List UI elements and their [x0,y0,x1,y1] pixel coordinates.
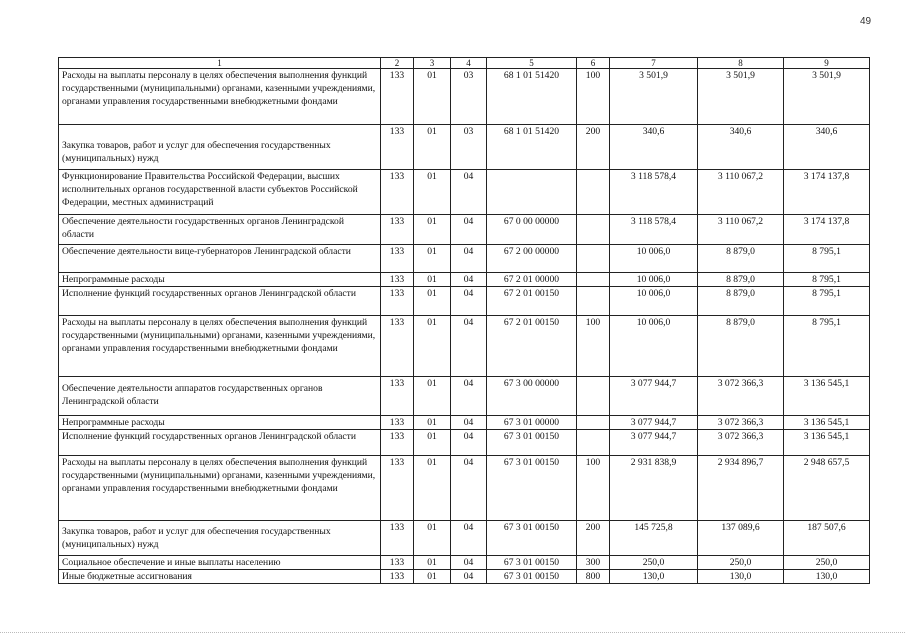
cell-section: 01 [414,316,451,377]
row-name: Исполнение функций государственных органов Ленинградской области [59,287,381,316]
cell-amount-col8: 3 072 366,3 [698,430,784,456]
cell-expense-type: 100 [577,69,610,125]
cell-section: 01 [414,287,451,316]
cell-subsection: 04 [451,273,487,287]
row-name: Обеспечение деятельности государственных органов Ленинградской области [59,215,381,245]
cell-admin-code: 133 [381,287,414,316]
cell-target-article: 67 2 01 00000 [487,273,577,287]
cell-subsection: 04 [451,377,487,416]
cell-admin-code: 133 [381,316,414,377]
table-row [59,125,870,170]
cell-expense-type [577,377,610,416]
cell-admin-code: 133 [381,556,414,570]
cell-expense-type: 800 [577,570,610,584]
cell-amount-col8: 8 879,0 [698,245,784,273]
cell-admin-code: 133 [381,69,414,125]
cell-target-article: 67 3 01 00150 [487,521,577,556]
row-name: Расходы на выплаты персоналу в целях обеспечения выполнения функций государственными (муниципальными) органами, казенными учреждениями, органами управления государственными внебюджетными фондами [59,69,381,125]
cell-subsection: 04 [451,570,487,584]
cell-amount-col7: 2 931 838,9 [610,456,698,521]
cell-amount-col8: 8 879,0 [698,287,784,316]
table-row [59,316,870,377]
table-row [59,245,870,273]
cell-section: 01 [414,570,451,584]
budget-table [58,57,870,584]
cell-target-article: 67 3 00 00000 [487,377,577,416]
cell-amount-col7: 130,0 [610,570,698,584]
page-number: 49 [860,16,872,27]
cell-section: 01 [414,377,451,416]
cell-amount-col7: 10 006,0 [610,273,698,287]
cell-expense-type [577,416,610,430]
table-row [59,170,870,215]
cell-expense-type [577,287,610,316]
cell-amount-col9: 8 795,1 [784,316,870,377]
cell-subsection: 04 [451,287,487,316]
cell-section: 01 [414,215,451,245]
cell-subsection: 04 [451,456,487,521]
cell-amount-col8: 340,6 [698,125,784,170]
row-name: Исполнение функций государственных органов Ленинградской области [59,430,381,456]
table-row [59,521,870,556]
row-name: Закупка товаров, работ и услуг для обеспечения государственных (муниципальных) нужд [59,521,381,556]
cell-amount-col7: 250,0 [610,556,698,570]
table-row [59,273,870,287]
row-name: Иные бюджетные ассигнования [59,570,381,584]
cell-amount-col7: 10 006,0 [610,316,698,377]
cell-amount-col9: 3 174 137,8 [784,215,870,245]
cell-amount-col7: 3 077 944,7 [610,430,698,456]
cell-amount-col7: 10 006,0 [610,287,698,316]
cell-amount-col8: 3 110 067,2 [698,215,784,245]
cell-admin-code: 133 [381,570,414,584]
cell-subsection: 04 [451,416,487,430]
cell-amount-col7: 3 118 578,4 [610,215,698,245]
col-header-2: 2 [381,58,414,69]
cell-amount-col9: 340,6 [784,125,870,170]
table-row [59,456,870,521]
cell-amount-col9: 130,0 [784,570,870,584]
cell-amount-col8: 3 501,9 [698,69,784,125]
cell-amount-col7: 3 118 578,4 [610,170,698,215]
cell-amount-col8: 3 110 067,2 [698,170,784,215]
cell-subsection: 04 [451,556,487,570]
cell-amount-col9: 187 507,6 [784,521,870,556]
cell-target-article: 67 3 01 00150 [487,456,577,521]
row-name: Расходы на выплаты персоналу в целях обеспечения выполнения функций государственными (муниципальными) органами, казенными учреждениями, органами управления государственными внебюджетными фондами [59,456,381,521]
cell-amount-col9: 3 136 545,1 [784,377,870,416]
table-row [59,69,870,125]
col-header-7: 7 [610,58,698,69]
col-header-9: 9 [784,58,870,69]
cell-section: 01 [414,170,451,215]
cell-target-article: 67 0 00 00000 [487,215,577,245]
table-row [59,556,870,570]
cell-amount-col9: 8 795,1 [784,287,870,316]
row-name: Функционирование Правительства Российской Федерации, высших исполнительных органов государственной власти субъектов Российской Федерации, местных администраций [59,170,381,215]
cell-admin-code: 133 [381,456,414,521]
cell-expense-type: 100 [577,316,610,377]
cell-amount-col8: 3 072 366,3 [698,377,784,416]
cell-section: 01 [414,125,451,170]
cell-expense-type [577,215,610,245]
table-row [59,570,870,584]
cell-expense-type: 100 [577,456,610,521]
cell-amount-col8: 130,0 [698,570,784,584]
cell-amount-col9: 3 136 545,1 [784,416,870,430]
cell-amount-col8: 250,0 [698,556,784,570]
table-row [59,215,870,245]
cell-expense-type [577,273,610,287]
row-name: Закупка товаров, работ и услуг для обеспечения государственных (муниципальных) нужд [59,125,381,170]
col-header-3: 3 [414,58,451,69]
cell-subsection: 04 [451,245,487,273]
cell-amount-col7: 3 077 944,7 [610,377,698,416]
cell-amount-col8: 8 879,0 [698,273,784,287]
cell-amount-col8: 3 072 366,3 [698,416,784,430]
row-name: Расходы на выплаты персоналу в целях обеспечения выполнения функций государственными (муниципальными) органами, казенными учреждениями, органами управления государственными внебюджетными фондами [59,316,381,377]
col-header-8: 8 [698,58,784,69]
cell-amount-col9: 250,0 [784,556,870,570]
cell-expense-type [577,170,610,215]
cell-expense-type: 200 [577,521,610,556]
cell-amount-col7: 340,6 [610,125,698,170]
cell-subsection: 04 [451,316,487,377]
cell-amount-col8: 8 879,0 [698,316,784,377]
cell-subsection: 03 [451,125,487,170]
cell-amount-col9: 3 174 137,8 [784,170,870,215]
cell-subsection: 04 [451,170,487,215]
cell-section: 01 [414,556,451,570]
cell-amount-col7: 10 006,0 [610,245,698,273]
cell-section: 01 [414,521,451,556]
cell-section: 01 [414,69,451,125]
cell-expense-type: 300 [577,556,610,570]
cell-subsection: 03 [451,69,487,125]
cell-admin-code: 133 [381,245,414,273]
table-row [59,430,870,456]
cell-amount-col9: 8 795,1 [784,273,870,287]
row-name: Непрограммные расходы [59,416,381,430]
cell-target-article: 67 2 00 00000 [487,245,577,273]
header-row [59,58,870,69]
cell-target-article: 67 2 01 00150 [487,316,577,377]
cell-amount-col7: 3 077 944,7 [610,416,698,430]
cell-subsection: 04 [451,215,487,245]
cell-amount-col9: 8 795,1 [784,245,870,273]
cell-section: 01 [414,273,451,287]
cell-section: 01 [414,456,451,521]
cell-expense-type: 200 [577,125,610,170]
cell-target-article: 67 2 01 00150 [487,287,577,316]
cell-section: 01 [414,416,451,430]
cell-expense-type [577,430,610,456]
cell-target-article: 68 1 01 51420 [487,125,577,170]
cell-target-article: 67 3 01 00150 [487,430,577,456]
cell-admin-code: 133 [381,215,414,245]
row-name: Обеспечение деятельности вице-губернаторов Ленинградской области [59,245,381,273]
cell-target-article [487,170,577,215]
cell-subsection: 04 [451,521,487,556]
scan-artifact-line [0,632,905,635]
cell-admin-code: 133 [381,521,414,556]
row-name: Обеспечение деятельности аппаратов государственных органов Ленинградской области [59,377,381,416]
cell-target-article: 67 3 01 00000 [487,416,577,430]
row-name: Социальное обеспечение и иные выплаты населению [59,556,381,570]
cell-section: 01 [414,245,451,273]
cell-amount-col9: 3 136 545,1 [784,430,870,456]
cell-target-article: 67 3 01 00150 [487,556,577,570]
cell-amount-col9: 2 948 657,5 [784,456,870,521]
cell-target-article: 67 3 01 00150 [487,570,577,584]
table-row [59,377,870,416]
col-header-5: 5 [487,58,577,69]
cell-amount-col9: 3 501,9 [784,69,870,125]
cell-amount-col8: 137 089,6 [698,521,784,556]
cell-target-article: 68 1 01 51420 [487,69,577,125]
cell-expense-type [577,245,610,273]
row-name: Непрограммные расходы [59,273,381,287]
cell-subsection: 04 [451,430,487,456]
col-header-4: 4 [451,58,487,69]
table-row [59,416,870,430]
table-row [59,287,870,316]
col-header-6: 6 [577,58,610,69]
cell-admin-code: 133 [381,377,414,416]
cell-admin-code: 133 [381,125,414,170]
cell-amount-col7: 3 501,9 [610,69,698,125]
cell-admin-code: 133 [381,430,414,456]
cell-admin-code: 133 [381,273,414,287]
cell-admin-code: 133 [381,416,414,430]
cell-amount-col8: 2 934 896,7 [698,456,784,521]
col-header-1: 1 [59,58,381,69]
cell-admin-code: 133 [381,170,414,215]
cell-amount-col7: 145 725,8 [610,521,698,556]
cell-section: 01 [414,430,451,456]
